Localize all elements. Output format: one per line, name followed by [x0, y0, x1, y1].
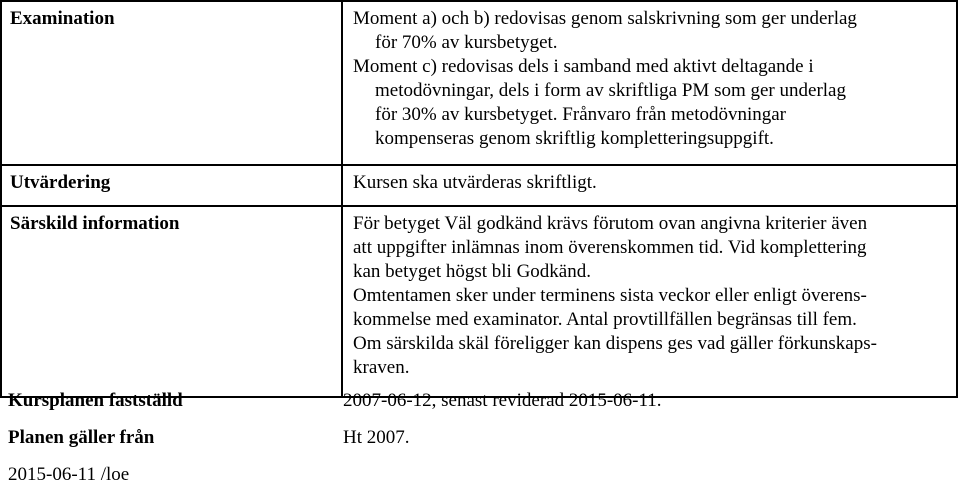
utvardering-label-cell: [1, 165, 342, 206]
examination-content-cell: [342, 1, 957, 165]
sarskild-line-3: kan betyget högst bli Godkänd.: [353, 261, 591, 282]
utvardering-label: Utvärdering: [10, 172, 111, 193]
sarskild-line-1: För betyget Väl godkänd krävs förutom ovan angivna kriterier även: [353, 213, 868, 234]
examination-line-5: för 30% av kursbetyget. Frånvaro från metodövningar: [375, 104, 787, 125]
examination-row: [1, 1, 957, 165]
sarskild-line-6: Om särskilda skäl föreligger kan dispens ges vad gäller förkunskaps-: [353, 333, 877, 354]
galler-label: Planen gäller från: [8, 427, 155, 448]
fastst-label: Kursplanen fastställd: [8, 390, 183, 411]
examination-line-1: Moment a) och b) redovisas genom salskrivning som ger underlag: [353, 8, 857, 29]
fastst-value: 2007-06-12, senast reviderad 2015-06-11.: [343, 390, 662, 411]
sarskild-label: Särskild information: [10, 213, 180, 234]
sarskild-content-cell: [342, 206, 957, 397]
galler-value: Ht 2007.: [343, 427, 410, 448]
examination-line-3: Moment c) redovisas dels i samband med aktivt deltagande i: [353, 56, 814, 77]
sarskild-label-cell: [1, 206, 342, 397]
utvardering-content-cell: [342, 165, 957, 206]
examination-line-6: kompenseras genom skriftlig kompletteringsuppgift.: [375, 128, 774, 149]
sarskild-information-row: [1, 206, 957, 397]
examination-line-4: metodövningar, dels i form av skriftliga PM som ger underlag: [375, 80, 846, 101]
utvardering-text: Kursen ska utvärderas skriftligt.: [353, 172, 597, 193]
sarskild-line-7: kraven.: [353, 357, 410, 378]
examination-label: Examination: [10, 8, 115, 29]
sarskild-line-4: Omtentamen sker under terminens sista veckor eller enligt överens-: [353, 285, 867, 306]
sarskild-line-2: att uppgifter inlämnas inom överenskommen tid. Vid komplettering: [353, 237, 867, 258]
sarskild-line-5: kommelse med examinator. Antal provtillfällen begränsas till fem.: [353, 309, 857, 330]
utvardering-row: [1, 165, 957, 206]
examination-line-2: för 70% av kursbetyget.: [375, 32, 558, 53]
examination-label-cell: [1, 1, 342, 165]
doc-stamp: 2015-06-11 /loe: [8, 464, 130, 485]
